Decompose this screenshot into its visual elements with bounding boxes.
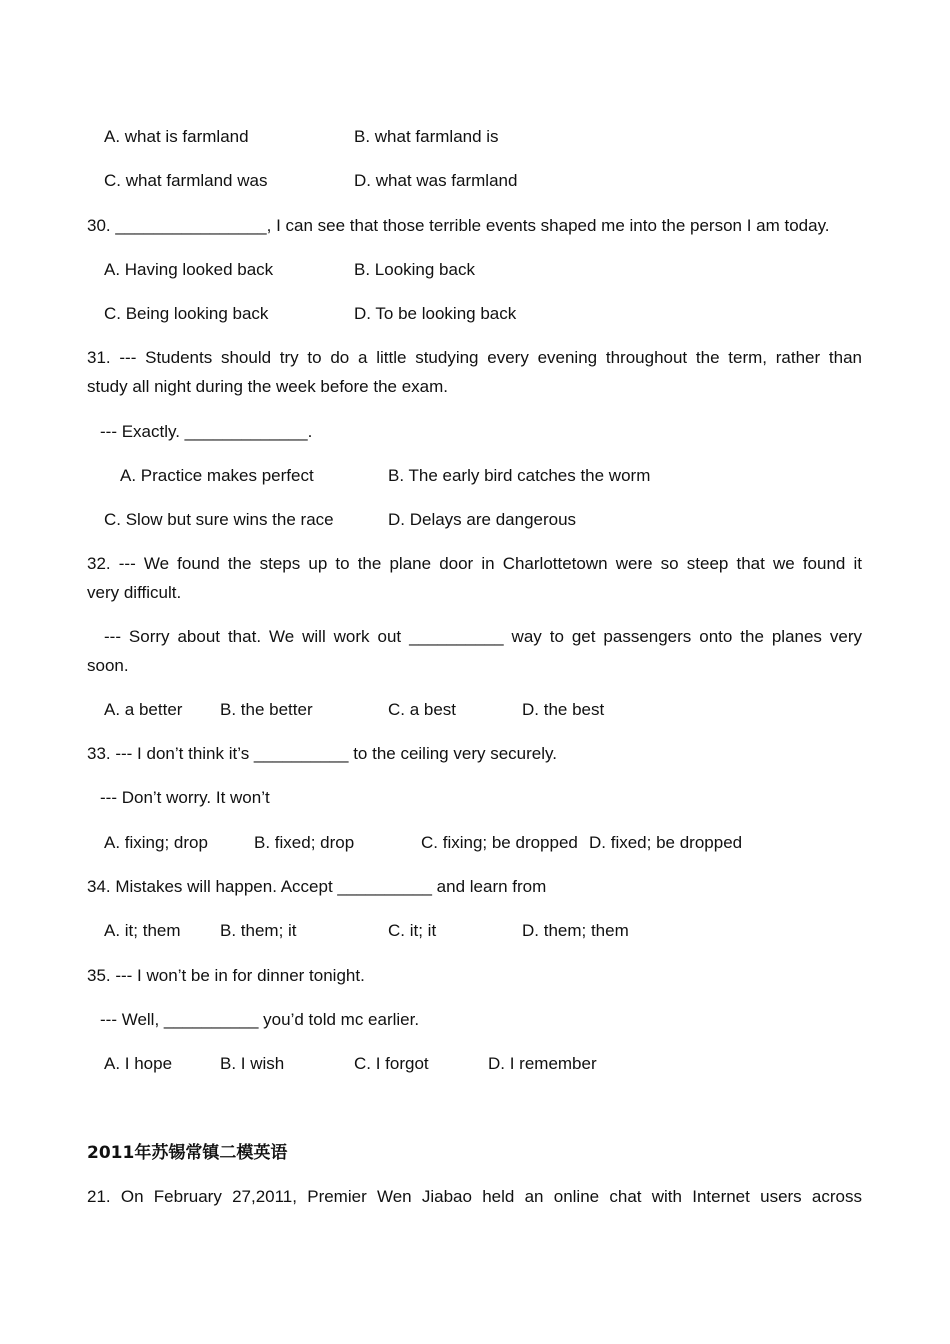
q31-option-b: B. The early bird catches the worm	[388, 466, 651, 485]
q32-stem-line2: very difficult.	[87, 583, 182, 602]
q32-stem-line1: 32. --- We found the steps up to the plane door in Charlottetown were so steep that we found it	[87, 554, 862, 573]
q35-option-a: A. I hope	[104, 1054, 173, 1073]
q29-option-a: A. what is farmland	[104, 127, 249, 146]
q31-reply: --- Exactly. _____________.	[100, 422, 313, 441]
q29-option-d: D. what was farmland	[354, 171, 518, 190]
q31-option-d: D. Delays are dangerous	[388, 510, 577, 529]
q30-option-a: A. Having looked back	[104, 260, 274, 279]
q34-option-b: B. them; it	[220, 921, 297, 940]
q33-reply: --- Don’t worry. It won’t	[100, 788, 270, 807]
q30-stem: 30. ________________, I can see that those terrible events shaped me into the person I am today.	[87, 216, 830, 235]
q33-stem: 33. --- I don’t think it’s __________ to the ceiling very securely.	[87, 744, 557, 763]
q31-option-c: C. Slow but sure wins the race	[104, 510, 334, 529]
q35-option-b: B. I wish	[220, 1054, 285, 1073]
q35-stem: 35. --- I won’t be in for dinner tonight.	[87, 966, 365, 985]
q32-reply-line1: --- Sorry about that. We will work out __________ way to get passengers onto the planes very	[104, 627, 862, 646]
q32-option-b: B. the better	[220, 700, 313, 719]
q33-option-c: C. fixing; be dropped	[421, 833, 578, 852]
q35-reply: --- Well, __________ you’d told mc earlier.	[100, 1010, 420, 1029]
q34-option-d: D. them; them	[522, 921, 629, 940]
q32-option-a: A. a better	[104, 700, 183, 719]
q35-option-c: C. I forgot	[354, 1054, 429, 1073]
q33-option-a: A. fixing; drop	[104, 833, 208, 852]
q33-option-d: D. fixed; be dropped	[589, 833, 743, 852]
q32-option-d: D. the best	[522, 700, 605, 719]
section-heading: 2011年苏锡常镇二模英语	[87, 1143, 288, 1163]
q30-option-d: D. To be looking back	[354, 304, 517, 323]
q29-option-c: C. what farmland was	[104, 171, 268, 190]
q34-option-c: C. it; it	[388, 921, 437, 940]
q30-option-c: C. Being looking back	[104, 304, 269, 323]
q21-stem-line1: 21. On February 27,2011, Premier Wen Jiabao held an online chat with Internet users across	[87, 1187, 862, 1206]
q32-option-c: C. a best	[388, 700, 457, 719]
q34-stem: 34. Mistakes will happen. Accept __________ and learn from	[87, 877, 547, 896]
q31-stem-line1: 31. --- Students should try to do a little studying every evening throughout the term, rather than	[87, 348, 862, 367]
q31-stem-line2: study all night during the week before the exam.	[87, 377, 448, 396]
q34-option-a: A. it; them	[104, 921, 181, 940]
q32-reply-line2: soon.	[87, 656, 129, 675]
q35-option-d: D. I remember	[488, 1054, 597, 1073]
q29-option-b: B. what farmland is	[354, 127, 499, 146]
q30-option-b: B. Looking back	[354, 260, 475, 279]
q33-option-b: B. fixed; drop	[254, 833, 355, 852]
q31-option-a: A. Practice makes perfect	[120, 466, 314, 485]
